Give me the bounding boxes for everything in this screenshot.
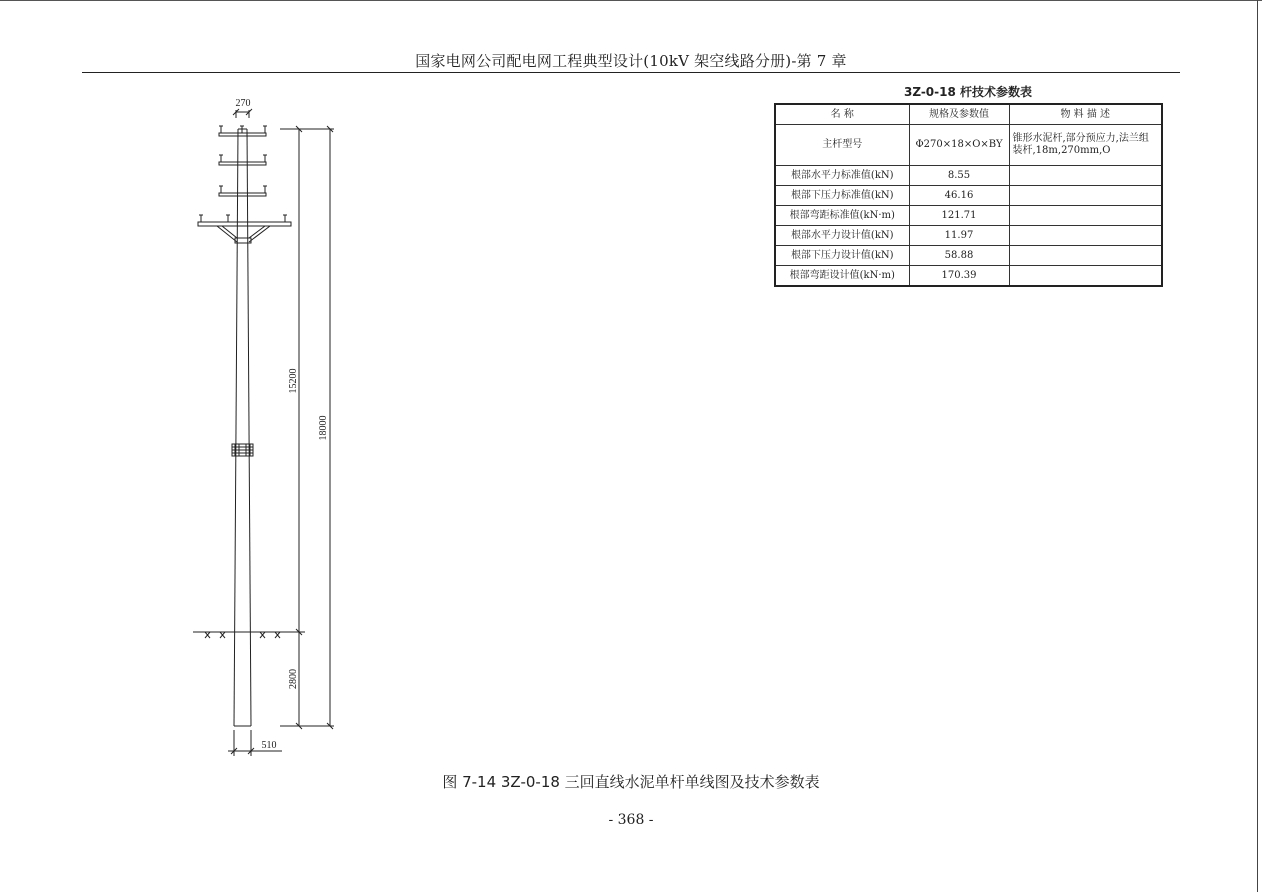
row-desc [1009, 246, 1162, 266]
header-value: 规格及参数值 [909, 104, 1009, 125]
tech-params-table [774, 103, 1163, 287]
table-row [775, 226, 1162, 246]
cross-arm-1 [219, 126, 267, 136]
table-row [775, 186, 1162, 206]
pole-left-edge [234, 129, 238, 726]
cross-arm-4 [198, 215, 291, 243]
flange-joint [232, 444, 253, 456]
row-name: 主杆型号 [775, 125, 909, 166]
dim-top-width [233, 109, 252, 118]
table-title: 3Z-0-18 杆技术参数表 [903, 85, 1033, 99]
row-value: 58.88 [909, 246, 1009, 266]
row-name: 根部弯距标准值(kN·m) [775, 206, 909, 226]
table-row [775, 166, 1162, 186]
dim-label-base-width: 510 [261, 740, 277, 751]
row-desc [1009, 266, 1162, 287]
dim-label-top-width: 270 [235, 98, 251, 109]
table-row [775, 206, 1162, 226]
row-name: 根部水平力标准值(kN) [775, 166, 909, 186]
row-value: Φ270×18×O×BY [909, 125, 1009, 166]
table-row [775, 246, 1162, 266]
row-value: 11.97 [909, 226, 1009, 246]
row-value: 121.71 [909, 206, 1009, 226]
row-desc: 锥形水泥杆,部分预应力,法兰组装杆,18m,270mm,O [1009, 125, 1162, 166]
row-desc [1009, 186, 1162, 206]
header-name: 名 称 [775, 104, 909, 125]
cross-arm-2 [219, 155, 267, 165]
dim-label-above-ground: 15200 [288, 368, 299, 394]
table-row [775, 266, 1162, 287]
row-value: 8.55 [909, 166, 1009, 186]
row-desc [1009, 206, 1162, 226]
row-name: 根部下压力标准值(kN) [775, 186, 909, 206]
table-header-row [775, 104, 1162, 125]
header-desc: 物 料 描 述 [1009, 104, 1162, 125]
row-name: 根部下压力设计值(kN) [775, 246, 909, 266]
figure-caption: 图 7-14 3Z-0-18 三回直线水泥单杆单线图及技术参数表 [442, 773, 820, 791]
row-name: 根部水平力设计值(kN) [775, 226, 909, 246]
row-name: 根部弯距设计值(kN·m) [775, 266, 909, 287]
ground-line [193, 632, 296, 638]
page-number: - 368 - [608, 812, 654, 828]
dim-label-burial-depth: 2800 [288, 669, 299, 689]
header-title: 国家电网公司配电网工程典型设计(10kV 架空线路分册)-第 7 章 [415, 52, 847, 70]
dim-inner-vertical [293, 126, 305, 729]
pole-right-edge [247, 129, 251, 726]
row-value: 46.16 [909, 186, 1009, 206]
cross-arm-3 [219, 186, 267, 196]
table-row [775, 125, 1162, 166]
row-desc [1009, 226, 1162, 246]
dim-label-total-height: 18000 [318, 415, 329, 441]
row-value: 170.39 [909, 266, 1009, 287]
row-desc [1009, 166, 1162, 186]
